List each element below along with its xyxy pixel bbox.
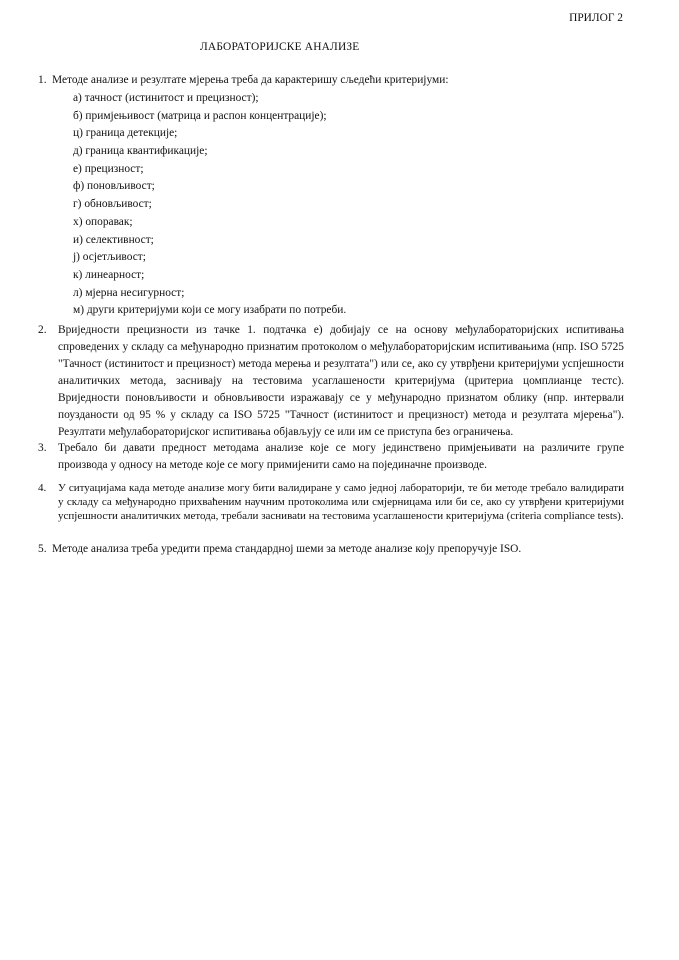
section-number: 3.	[38, 442, 47, 454]
section-text: Методе анализа треба уредити према стандардној шеми за методе анализе коју препоручује ISO.	[52, 543, 522, 555]
section-3	[38, 440, 624, 474]
section-text: Вриједности прецизности из тачке 1. подтачка е) добијају се на основу међулабораторијских испитивања спроведених у складу са међународно признатим протоколом о међулабораторијским испитивањима (нпр. ISO 5725 "Тачност (истинитост и прецизност) метода мерења и резултата") или се, ако су утврђени критеријуми успјешности аналитичких метода, засниваjу на тестовима усаглашености критеријума (цритериа цомплианце тестс). Вриједности поновљивости и обновљивости изражавају се у међународно признатом облику (нпр. интервали поузданости од 95 % у складу са ISO 5725 "Тачност (истинитост и прецизност) метода и резултата мјерења"). Резултати међулабораторијског испитивања објављују се или им се приступа без ограничења.	[58, 324, 624, 438]
list-item: х) опоравак;	[73, 215, 133, 228]
list-item: и) селективност;	[73, 233, 154, 246]
page-title: ЛАБОРАТОРИЈСКЕ АНАЛИЗЕ	[200, 41, 360, 53]
list-item: д) граница квантификације;	[73, 145, 208, 158]
list-item: л) мјерна несигурност;	[73, 286, 185, 299]
list-item: м) други критеријуми који се могу изабрати по потреби.	[73, 304, 347, 317]
list-item: г) обновљивост;	[73, 198, 152, 211]
section-4	[38, 481, 624, 523]
list-item: к) линеарност;	[73, 268, 145, 281]
list-item: ј) осјетљивост;	[73, 251, 146, 264]
section-number: 5.	[38, 543, 47, 555]
section-number: 4.	[38, 482, 47, 494]
list-item: ф) поновљивост;	[73, 180, 155, 193]
annex-label: ПРИЛОГ 2	[569, 12, 623, 24]
list-item: ц) граница детекције;	[73, 127, 178, 140]
section-number: 1.	[38, 74, 47, 86]
section-1	[38, 72, 624, 89]
section-text: У ситуацијама када методе анализе могу бити валидиране у само једној лабораторији, те би методе требало валидирати у складу са међународно прихваћеним научним протоколима или смјерницама или би се, ако су утврђени критеријуми успјешности аналитичких метода, требали засниваtи на тестовима усаглашености критеријума (criteria compliance tests).	[58, 482, 624, 522]
section-5	[38, 541, 624, 558]
section-number: 2.	[38, 324, 47, 336]
list-item: а) тачност (истинитост и прецизност);	[73, 92, 259, 104]
section-2	[38, 322, 624, 441]
list-item: б) примјењивост (матрица и распон концентрације);	[73, 109, 327, 122]
section-text: Методе анализе и резултате мјерења треба да карактеришу сљедећи критеријуми:	[52, 74, 449, 86]
list-item: е) прецизност;	[73, 162, 144, 175]
criteria-list	[73, 90, 613, 320]
section-text: Требало би давати предност методама анализе које се могу јединствено примјењивати на различите групе производа у односу на методе које се могу примијенити само на појединачне производе.	[58, 442, 624, 471]
